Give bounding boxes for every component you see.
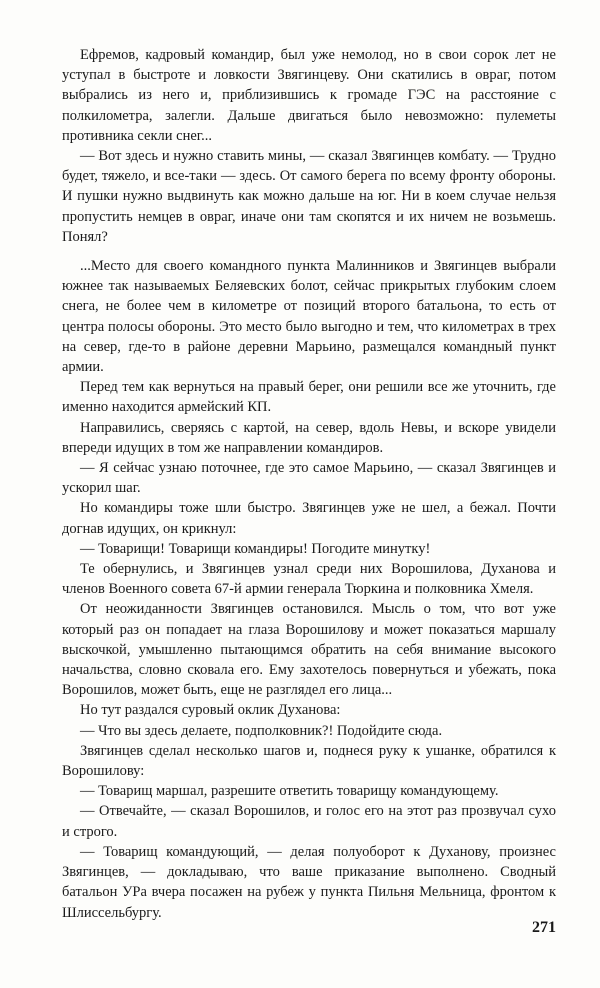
paragraph: Перед тем как вернуться на правый берег, они решили все же уточнить, где именно находится армейский КП. [62, 379, 556, 416]
paragraph: — Вот здесь и нужно ставить мины, — сказал Звягинцев комбату. — Трудно будет, тяжело, и все-таки — здесь. От самого берега по всему фронту обороны. И пушки нужно выдвинуть как можно дальше на юг. Ни в коем случае нельзя пропустить немцев в овраг, иначе они там скопятся и их ничем не возьмешь. Понял? [62, 148, 556, 245]
paragraph: — Товарищи! Товарищи командиры! Погодите минутку! [80, 540, 431, 557]
paragraph: Звягинцев сделал несколько шагов и, поднеся руку к ушанке, обратился к Ворошилову: [62, 742, 556, 780]
paragraph: Направились, сверяясь с картой, на север, вдоль Невы, и вскоре увидели впереди идущих в том же направлении командиров. [62, 419, 556, 456]
text-block-2 [62, 256, 556, 923]
page-number: 271 [532, 919, 556, 936]
paragraph: От неожиданности Звягинцев остановился. Мысль о том, что вот уже который раз он попадает на глаза Ворошилову и может показаться маршалу выскочкой, умышленно пытающимся обратить на себя внимание высокого начальства, словно сковала его. Ему захотелось повернуться и убежать, пока Ворошилов, может быть, еще не разглядел его лица... [62, 601, 556, 699]
paragraph: Те обернулись, и Звягинцев узнал среди них Ворошилова, Духанова и членов Военного совета 67-й армии генерала Тюркина и полковника Хмеля. [62, 561, 556, 598]
paragraph: — Товарищ маршал, разрешите ответить товарищу командующему. [80, 783, 499, 800]
paragraph: — Что вы здесь делаете, подполковник?! Подойдите сюда. [80, 722, 443, 739]
paragraph: Но командиры тоже шли быстро. Звягинцев уже не шел, а бежал. Почти догнав идущих, он крикнул: [62, 500, 556, 537]
paragraph: Ефремов, кадровый командир, был уже немолод, но в свои сорок лет не уступал в быстроте и ловкости Звягинцеву. Они скатились в овраг, потом выбрались из него и, приблизившись к громаде ГЭС на расстояние с полкилометра, залегли. Дальше двигаться было невозможно: пулеметы противника секли снег... [62, 47, 556, 144]
paragraph: ...Место для своего командного пункта Малинников и Звягинцев выбрали южнее так называемых Беляевских болот, сейчас прикрытых глубоким слоем снега, не более чем в километре от позиций второго батальона, то есть от центра полосы обороны. Это место было выгодно и тем, что километрах в трех на север, где-то в районе деревни Марьино, размещался командный пункт армии. [62, 258, 556, 376]
paragraph: — Я сейчас узнаю поточнее, где это самое Марьино, — сказал Звягинцев и ускорил шаг. [62, 460, 556, 497]
paragraph: Но тут раздался суровый оклик Духанова: [80, 702, 341, 719]
paragraph: — Отвечайте, — сказал Ворошилов, и голос его на этот раз прозвучал сухо и строго. [62, 803, 556, 840]
text-block-1 [62, 45, 556, 247]
paragraph: — Товарищ командующий, — делая полуоборот к Духанову, произнес Звягинцев, — докладываю, что ваше приказание выполнено. Сводный батальон УРа вчера посажен на рубеж у пункта Пильня Мельница, фронтом к Шлиссельбургу. [62, 843, 556, 921]
